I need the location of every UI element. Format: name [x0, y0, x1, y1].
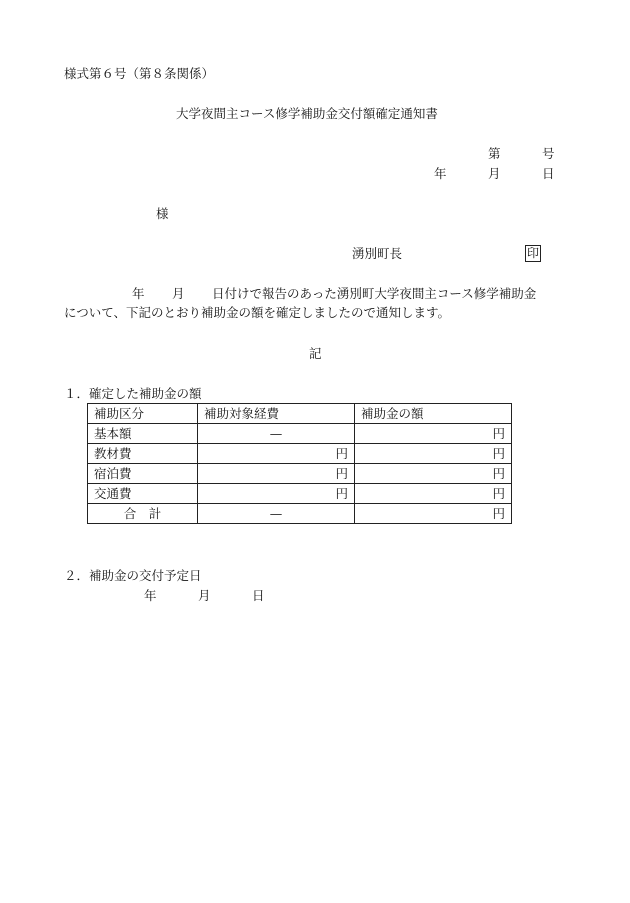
- header-category: 補助区分: [88, 404, 198, 424]
- seal-label: 印: [527, 246, 540, 260]
- row-amount: 円: [355, 424, 512, 444]
- doc-number-go: 号: [542, 146, 555, 161]
- body-month: 月: [172, 286, 185, 301]
- row-expense: —: [198, 424, 355, 444]
- row-expense: 円: [198, 484, 355, 504]
- section1-heading: １．確定した補助金の額: [64, 386, 202, 401]
- date-day: 日: [542, 166, 555, 181]
- payment-year: 年: [144, 588, 157, 603]
- ki-heading: 記: [309, 346, 322, 361]
- row-label: 宿泊費: [88, 464, 198, 484]
- row-expense: 円: [198, 464, 355, 484]
- date-month: 月: [488, 166, 501, 181]
- addressee-suffix: 様: [156, 206, 169, 221]
- form-number: 様式第６号（第８条関係）: [64, 66, 215, 81]
- header-eligible-expense: 補助対象経費: [198, 404, 355, 424]
- row-amount: 円: [355, 444, 512, 464]
- table-row: [88, 424, 512, 444]
- total-amount: 円: [355, 504, 512, 524]
- document-title: 大学夜間主コース修学補助金交付額確定通知書: [176, 106, 438, 121]
- date-year: 年: [434, 166, 447, 181]
- sender-title: 湧別町長: [352, 246, 403, 261]
- total-label: 合 計: [88, 504, 198, 524]
- table-row: [88, 444, 512, 464]
- table-row: [88, 484, 512, 504]
- row-label: 教材費: [88, 444, 198, 464]
- table-total-row: [88, 504, 512, 524]
- row-label: 基本額: [88, 424, 198, 444]
- doc-number-dai: 第: [488, 146, 501, 161]
- payment-day: 日: [252, 588, 265, 603]
- seal-mark: [525, 245, 541, 262]
- section2-heading: ２．補助金の交付予定日: [64, 568, 202, 583]
- header-subsidy-amount: 補助金の額: [355, 404, 512, 424]
- subsidy-amount-table: [87, 403, 512, 524]
- payment-month: 月: [198, 588, 211, 603]
- total-expense: —: [198, 504, 355, 524]
- row-amount: 円: [355, 484, 512, 504]
- row-amount: 円: [355, 464, 512, 484]
- table-header-row: [88, 404, 512, 424]
- body-year: 年: [132, 286, 145, 301]
- row-label: 交通費: [88, 484, 198, 504]
- body-line2: について、下記のとおり補助金の額を確定しましたので通知します。: [64, 305, 451, 320]
- row-expense: 円: [198, 444, 355, 464]
- body-line1: 日付けで報告のあった湧別町大学夜間主コース修学補助金: [212, 286, 537, 301]
- table-row: [88, 464, 512, 484]
